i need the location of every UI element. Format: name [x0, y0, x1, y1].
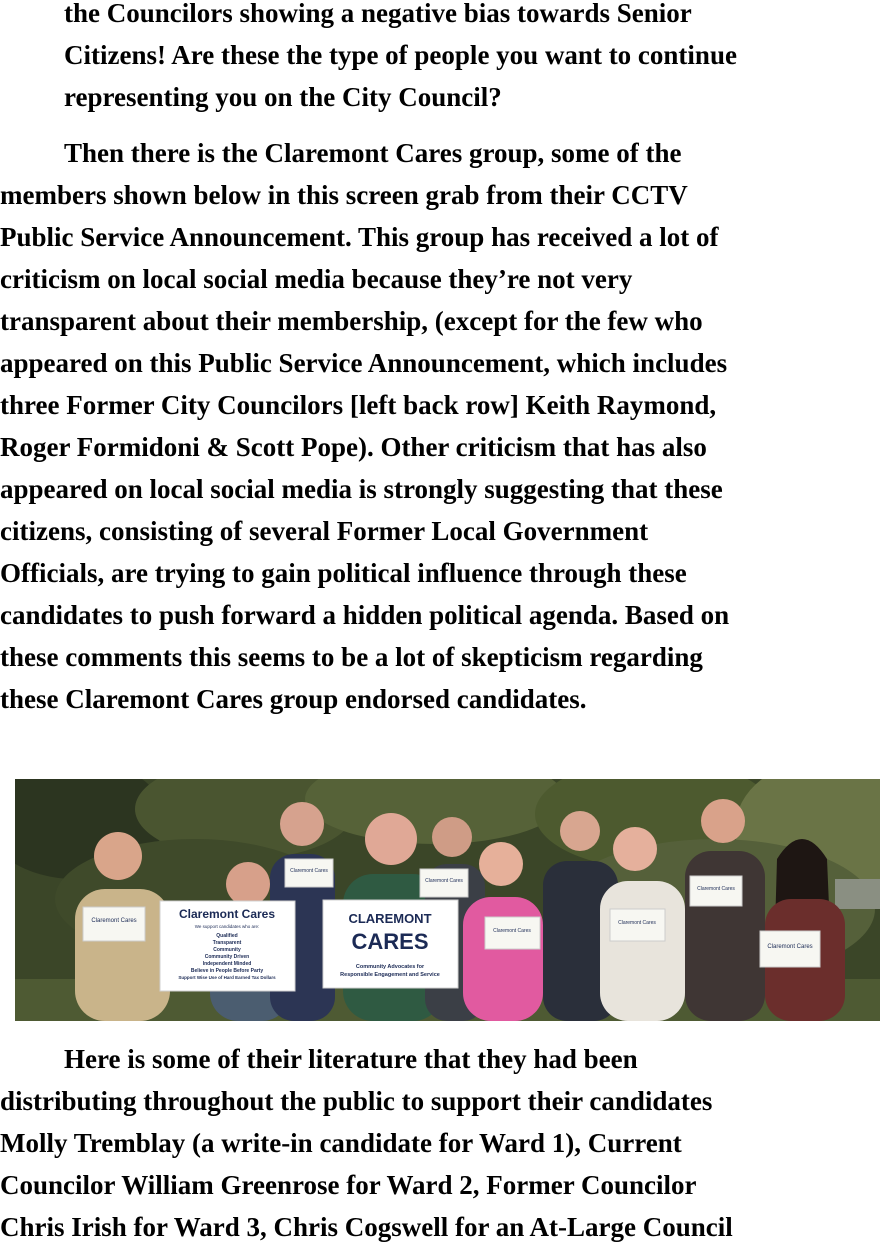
- text-line: distributing throughout the public to support their candidates: [0, 1086, 713, 1116]
- text-line: Citizens! Are these the type of people you want to continue: [64, 40, 737, 70]
- sign-left-item: Independent Minded: [202, 961, 252, 967]
- text-line: these Claremont Cares group endorsed candidates.: [0, 684, 587, 714]
- sign-left-subtitle: We support candidates who are:: [194, 924, 260, 929]
- text-line: Then there is the Claremont Cares group, some of the: [64, 138, 682, 168]
- text-line: Here is some of their literature that they had been: [64, 1044, 638, 1074]
- text-line: members shown below in this screen grab from their CCTV: [0, 180, 688, 210]
- text-line: appeared on this Public Service Announcement, which includes: [0, 348, 728, 378]
- group-photo: [15, 779, 880, 1021]
- card-text: Claremont Cares: [91, 918, 137, 924]
- sign-left: [160, 901, 295, 991]
- text-line: the Councilors showing a negative bias towards Senior: [64, 0, 692, 28]
- sign-left-item: Community: [213, 947, 241, 953]
- text-line: Public Service Announcement. This group has received a lot of: [0, 222, 719, 252]
- sign-center: [323, 900, 458, 988]
- text-line: Molly Tremblay (a write-in candidate for Ward 1), Current: [0, 1128, 682, 1158]
- sign-left-item: Support Wise Use of Hard Earned Tax Dollars: [178, 975, 276, 980]
- card-text: Claremont Cares: [290, 868, 328, 874]
- text-line: transparent about their membership, (except for the few who: [0, 306, 703, 336]
- sign-center-line2: CARES: [351, 929, 429, 954]
- sign-left-title: Claremont Cares: [178, 907, 276, 921]
- card-text: Claremont Cares: [425, 878, 463, 884]
- card-text: Claremont Cares: [767, 944, 813, 950]
- text-line: citizens, consisting of several Former Local Government: [0, 516, 649, 546]
- text-line: Officials, are trying to gain political influence through these: [0, 558, 687, 588]
- sign-left-item: Qualified: [216, 933, 238, 939]
- sign-center-tagline: Responsible Engagement and Service: [340, 972, 440, 978]
- sign-left-item: Community Driven: [204, 954, 250, 960]
- sign-left-item: Transparent: [212, 940, 242, 946]
- text-line: representing you on the City Council?: [64, 82, 502, 112]
- text-line: these comments this seems to be a lot of skepticism regarding: [0, 642, 703, 672]
- sign-center-line1: CLAREMONT: [348, 911, 432, 926]
- text-line: candidates to push forward a hidden political agenda. Based on: [0, 600, 730, 630]
- text-line: three Former City Councilors [left back row] Keith Raymond,: [0, 390, 717, 420]
- card-text: Claremont Cares: [493, 928, 531, 934]
- sign-center-tagline: Community Advocates for: [355, 964, 425, 970]
- text-line: appeared on local social media is strongly suggesting that these: [0, 474, 723, 504]
- text-line: criticism on local social media because they’re not very: [0, 264, 633, 294]
- text-line: Roger Formidoni & Scott Pope). Other criticism that has also: [0, 432, 707, 462]
- group-photo-illustration: [15, 779, 880, 1021]
- text-line: Chris Irish for Ward 3, Chris Cogswell for an At-Large Council: [0, 1212, 733, 1242]
- card-text: Claremont Cares: [697, 886, 735, 892]
- text-line: Councilor William Greenrose for Ward 2, Former Councilor: [0, 1170, 697, 1200]
- sign-left-item: Believe in People Before Party: [190, 968, 264, 974]
- card-text: Claremont Cares: [618, 920, 656, 926]
